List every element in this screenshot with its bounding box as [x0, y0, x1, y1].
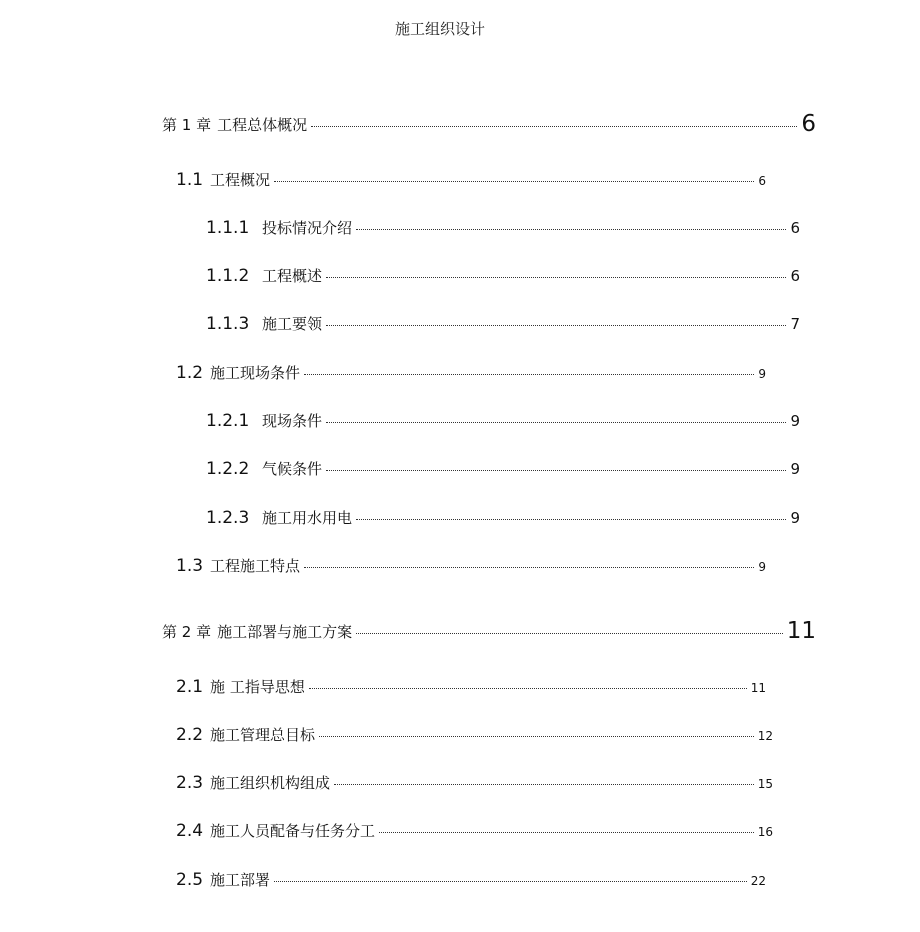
toc-entry[interactable] [176, 169, 766, 190]
toc-entry[interactable] [206, 313, 800, 334]
toc-number: 第 2 章 [162, 623, 212, 641]
toc-number: 1.1.1 [206, 218, 250, 238]
toc-leader [356, 519, 786, 520]
toc-leader [326, 325, 786, 326]
toc-entry[interactable] [206, 458, 800, 479]
toc-leader [326, 470, 786, 471]
toc-number: 2.5 [176, 870, 204, 890]
toc-label: 工程施工特点 [210, 557, 301, 575]
toc-label: 施工组织机构组成 [210, 774, 331, 792]
toc-number: 1.2 [176, 363, 204, 383]
toc-entry[interactable] [176, 869, 766, 890]
toc-page-number: 7 [790, 315, 800, 333]
toc-page-number: 11 [786, 618, 816, 644]
toc-leader [356, 229, 786, 230]
toc-page-number: 6 [790, 267, 800, 285]
toc-page-number: 11 [750, 681, 766, 695]
toc-entry[interactable] [162, 617, 816, 643]
toc-entry[interactable] [176, 676, 766, 697]
toc-leader [326, 277, 786, 278]
toc-page-number: 22 [750, 874, 766, 888]
toc-number: 2.4 [176, 821, 204, 841]
toc-entry[interactable] [162, 110, 816, 136]
toc-label: 施工现场条件 [210, 364, 301, 382]
toc-page-number: 6 [758, 174, 766, 188]
toc-number: 1.2.1 [206, 411, 250, 431]
toc-leader [304, 567, 754, 568]
toc-page-number: 16 [757, 825, 773, 839]
document-title: 施工组织设计 [394, 20, 485, 38]
toc-label: 施 工指导思想 [210, 678, 305, 696]
toc-leader [319, 736, 754, 737]
toc-number: 1.1.3 [206, 314, 250, 334]
toc-entry[interactable] [206, 265, 800, 286]
toc-leader [334, 784, 754, 785]
toc-label: 施工要领 [262, 315, 323, 333]
toc-leader [274, 181, 754, 182]
toc-label: 气候条件 [262, 460, 323, 478]
toc-page-number: 9 [758, 560, 766, 574]
toc-page-number: 6 [801, 111, 816, 137]
toc-label: 投标情况介绍 [262, 219, 353, 237]
toc-page-number: 9 [790, 509, 800, 527]
toc-leader [356, 633, 783, 634]
toc-leader [274, 881, 747, 882]
toc-leader [326, 422, 786, 423]
toc-page-number: 12 [757, 729, 773, 743]
toc-number: 2.1 [176, 677, 204, 697]
toc-leader [379, 832, 754, 833]
toc-entry[interactable] [206, 217, 800, 238]
toc-entry[interactable] [206, 410, 800, 431]
toc-leader [304, 374, 754, 375]
toc-label: 施工部署 [210, 871, 271, 889]
toc-number: 2.3 [176, 773, 204, 793]
toc-number: 1.2.2 [206, 459, 250, 479]
toc-page-number: 9 [790, 412, 800, 430]
toc-number: 2.2 [176, 725, 204, 745]
toc-number: 1.2.3 [206, 508, 250, 528]
toc-number: 第 1 章 [162, 116, 212, 134]
toc-entry[interactable] [206, 507, 800, 528]
toc-page-number: 6 [790, 219, 800, 237]
toc-label: 工程概况 [210, 171, 271, 189]
toc-label: 施工人员配备与任务分工 [210, 822, 376, 840]
toc-entry[interactable] [176, 362, 766, 383]
toc-leader [309, 688, 747, 689]
toc-number: 1.3 [176, 556, 204, 576]
toc-number: 1.1.2 [206, 266, 250, 286]
toc-label: 施工管理总目标 [210, 726, 316, 744]
toc-label: 工程总体概况 [217, 116, 308, 134]
toc-page-number: 9 [790, 460, 800, 478]
toc-entry[interactable] [176, 772, 773, 793]
toc-label: 现场条件 [262, 412, 323, 430]
toc-label: 施工用水用电 [262, 509, 353, 527]
toc-label: 工程概述 [262, 267, 323, 285]
toc-entry[interactable] [176, 724, 773, 745]
toc-page-number: 9 [758, 367, 766, 381]
toc-number: 1.1 [176, 170, 204, 190]
toc-entry[interactable] [176, 555, 766, 576]
toc-leader [311, 126, 797, 127]
toc-label: 施工部署与施工方案 [217, 623, 353, 641]
toc-page-number: 15 [757, 777, 773, 791]
toc-entry[interactable] [176, 820, 773, 841]
